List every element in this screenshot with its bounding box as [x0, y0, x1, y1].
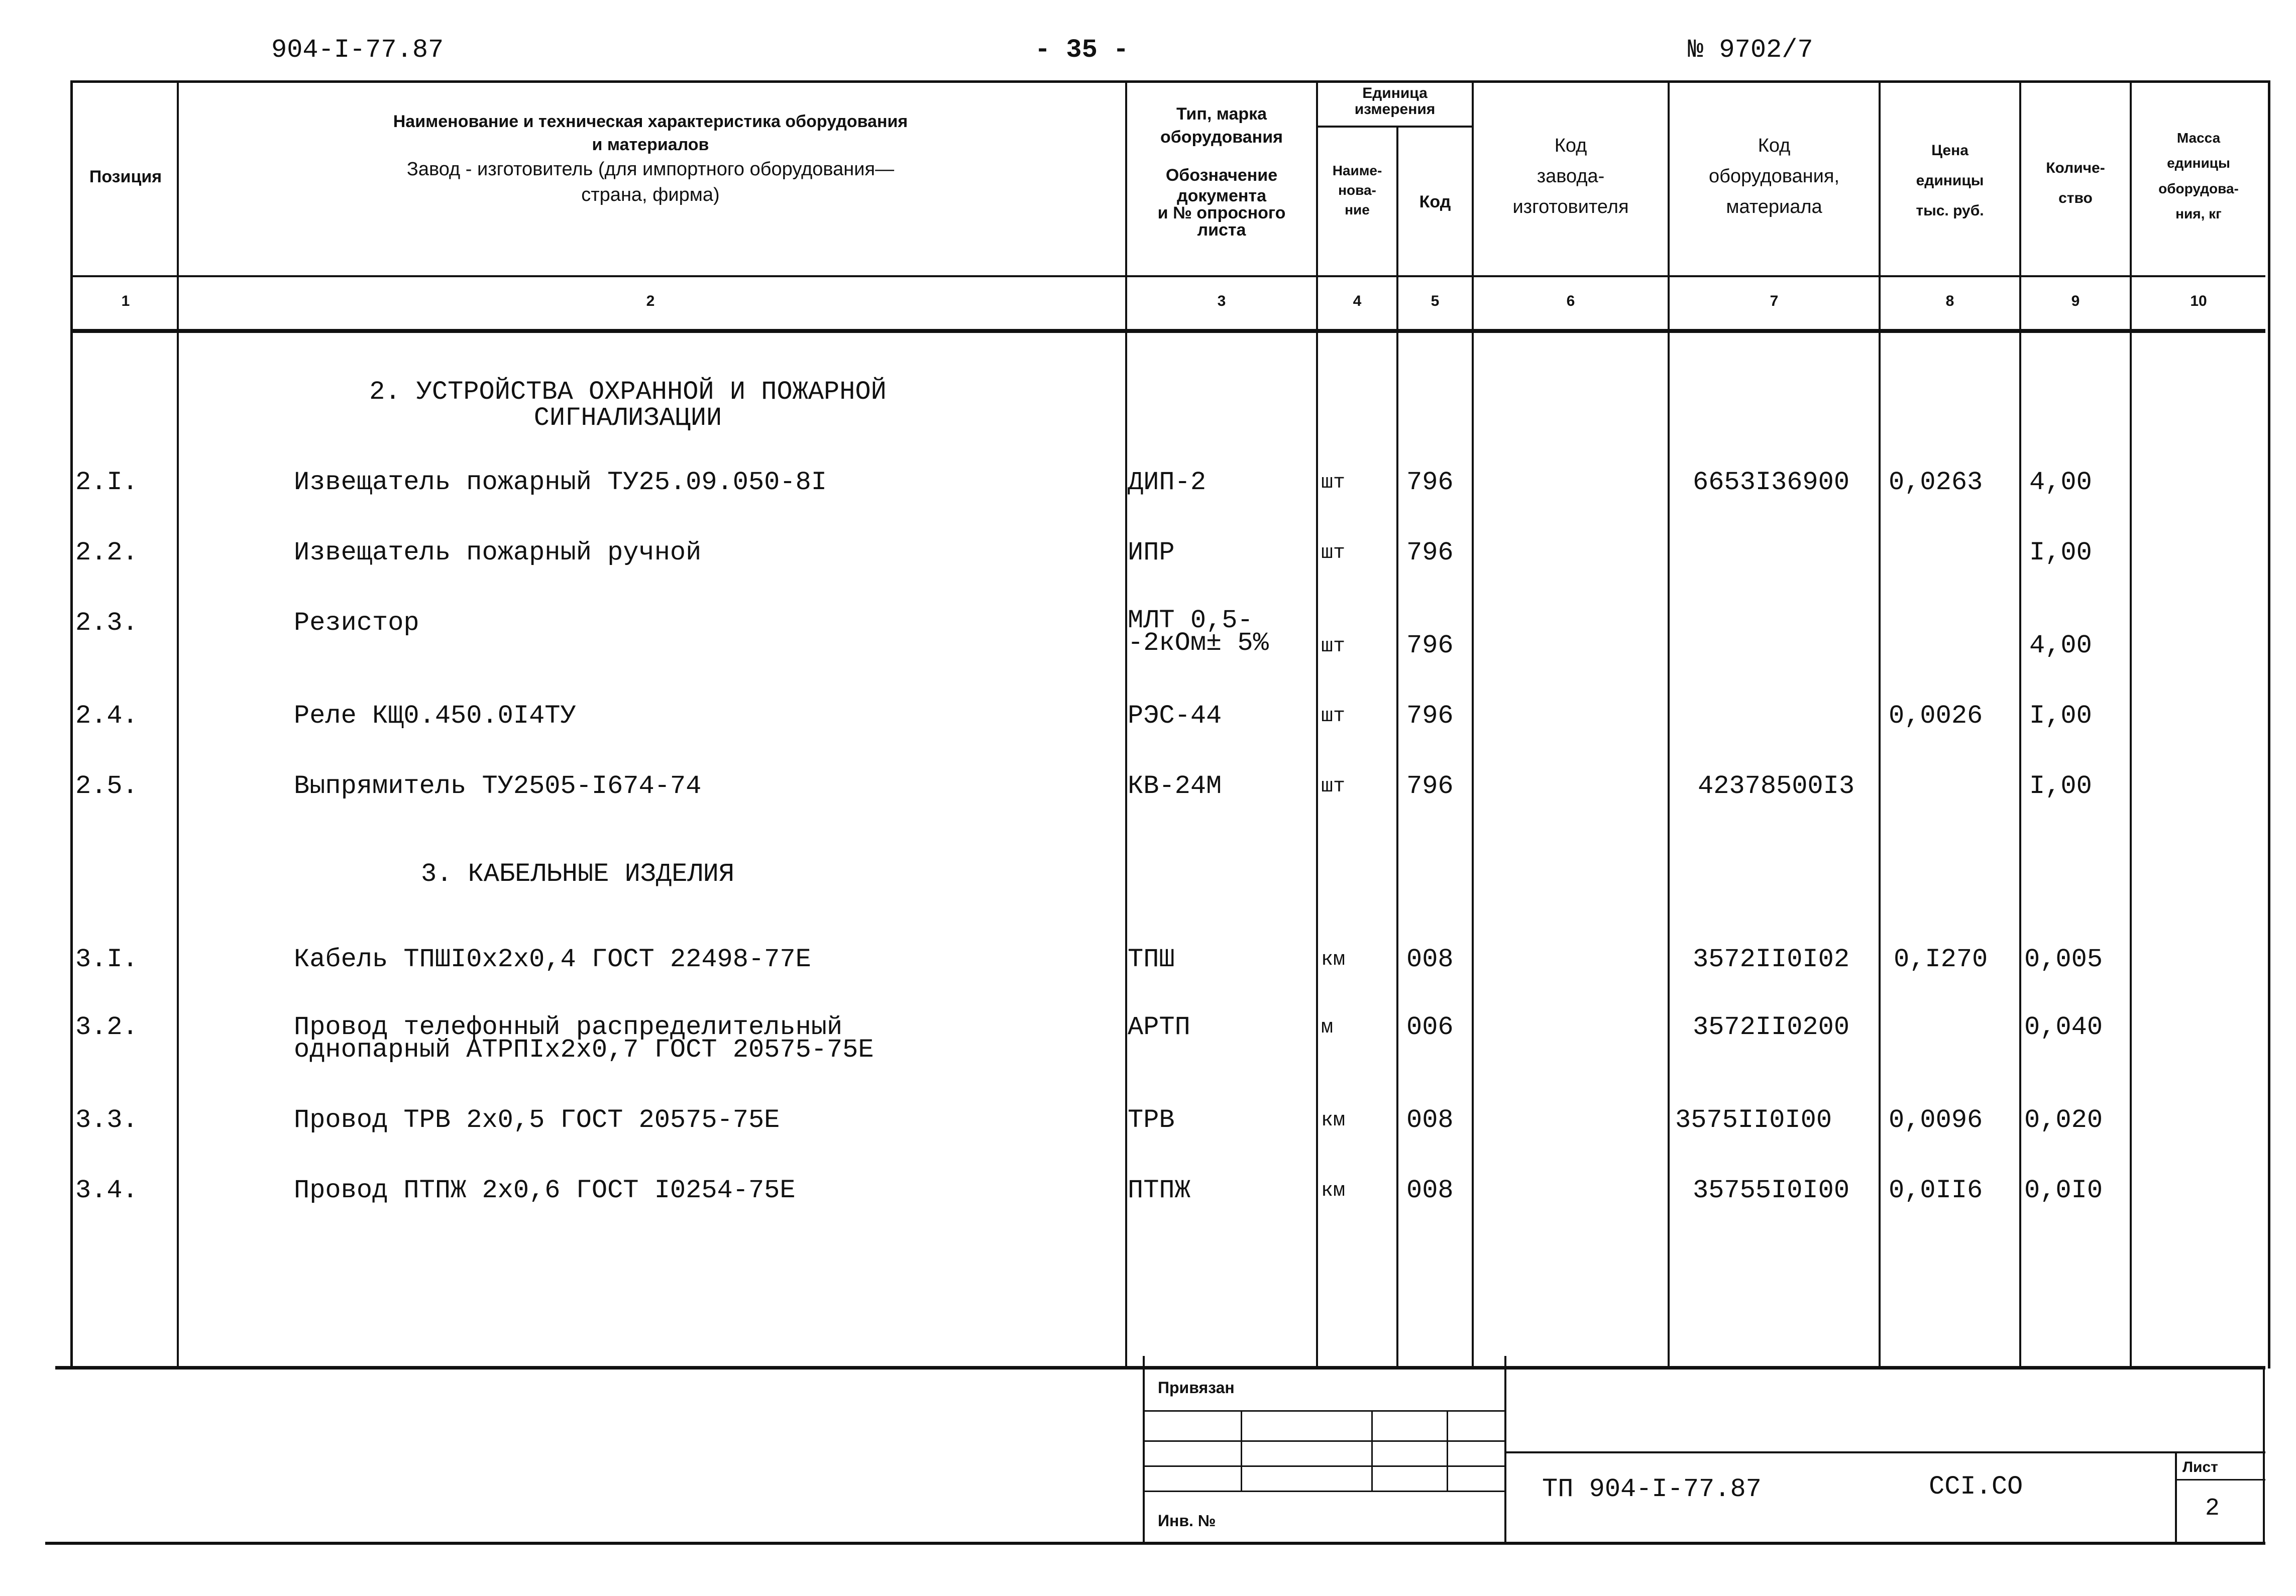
row-equip-code: 35755I0I00	[1693, 1176, 1850, 1205]
col-sep-2	[1125, 80, 1127, 1366]
row-unit-code: 796	[1406, 468, 1454, 497]
row-qty: 0,040	[2024, 1012, 2103, 1042]
stamp-grid-vline	[1371, 1410, 1373, 1491]
row-type: ДИП-2	[1128, 468, 1207, 497]
row-position: 2.2.	[75, 538, 138, 567]
stamp-grid-vline	[1241, 1410, 1242, 1491]
row-name: Резистор	[294, 608, 419, 638]
row-unit: шт	[1321, 472, 1346, 494]
stamp-grid-line	[1143, 1440, 1504, 1442]
row-type: КВ-24М	[1128, 771, 1222, 801]
row-position: 2.3.	[75, 608, 138, 638]
col-1-header: Позиция	[89, 167, 162, 186]
row-qty: 0,020	[2024, 1105, 2103, 1135]
row-unit: м	[1321, 1016, 1334, 1039]
stamp-sep-right	[1504, 1356, 1506, 1542]
row-unit-code: 008	[1406, 945, 1454, 974]
col-num-1: 1	[121, 293, 130, 309]
stamp-sheet-line	[2175, 1479, 2265, 1480]
row-unit: шт	[1321, 635, 1346, 658]
stamp-grid-line	[1143, 1465, 1504, 1467]
row-name: Извещатель пожарный ТУ25.09.050-8I	[294, 468, 827, 497]
stamp-sheet-label: Лист	[2182, 1459, 2218, 1475]
row-equip-code: 3572II0I02	[1693, 945, 1850, 974]
row-name: Провод ПТПЖ 2х0,6 ГОСТ I0254-75Е	[294, 1176, 796, 1205]
stamp-top-line	[55, 1366, 2265, 1370]
row-equip-code: 3575II0I00	[1675, 1105, 1832, 1135]
col-9-header: Количе- ство	[2046, 160, 2105, 206]
col-num-4: 4	[1353, 293, 1362, 309]
col-num-6: 6	[1566, 293, 1575, 309]
col-4-header: Наиме- нова- ние	[1332, 163, 1382, 218]
doc-code: 904-I-77.87	[271, 35, 444, 65]
unit-group-line	[1316, 126, 1472, 128]
col-num-7: 7	[1770, 293, 1779, 309]
row-type: ПТПЖ	[1128, 1176, 1190, 1205]
row-price: 0,I270	[1894, 945, 1988, 974]
row-unit-code: 796	[1406, 631, 1454, 660]
row-equip-code: 42378500I3	[1698, 771, 1855, 801]
row-unit: км	[1321, 949, 1346, 971]
row-type-cont: -2кОм± 5%	[1128, 628, 1269, 658]
col-sep-8	[2019, 80, 2021, 1366]
col-sep-1	[177, 80, 179, 1366]
section-title: 2. УСТРОЙСТВА ОХРАННОЙ И ПОЖАРНОЙ СИГНАЛИЗАЦИИ	[369, 377, 887, 433]
row-qty: I,00	[2029, 701, 2092, 731]
row-qty: I,00	[2029, 771, 2092, 801]
row-unit: км	[1321, 1180, 1346, 1202]
row-unit: шт	[1321, 705, 1346, 728]
row-equip-code: 3572II0200	[1693, 1012, 1850, 1042]
row-unit-code: 796	[1406, 538, 1454, 567]
col-sep-5	[1472, 80, 1474, 1366]
row-qty: 0,005	[2024, 945, 2103, 974]
col-7-header: Код оборудования, материала	[1708, 135, 1840, 217]
stamp-sheet-number: 2	[2205, 1495, 2220, 1522]
row-position: 3.4.	[75, 1176, 138, 1205]
row-qty: I,00	[2029, 538, 2092, 567]
row-position: 3.3.	[75, 1105, 138, 1135]
col-8-header: Цена единицы тыс. руб.	[1916, 142, 1984, 219]
stamp-grid-line	[1143, 1410, 1504, 1412]
stamp-sheet-code: ССI.СО	[1929, 1472, 2023, 1502]
row-position: 2.I.	[75, 468, 138, 497]
row-name: Реле КЩ0.450.0I4ТУ	[294, 701, 576, 731]
row-type: МЛТ 0,5-	[1128, 606, 1253, 635]
row-price: 0,0096	[1889, 1105, 1983, 1135]
row-type: ТПШ	[1128, 945, 1175, 974]
row-equip-code: 6653I36900	[1693, 468, 1850, 497]
row-unit: км	[1321, 1109, 1346, 1132]
stamp-mid-line	[1504, 1451, 2265, 1453]
col-sep-3	[1316, 80, 1318, 1366]
row-unit-code: 008	[1406, 1176, 1454, 1205]
col-num-line	[70, 329, 2265, 333]
stamp-sheet-sep	[2175, 1451, 2177, 1542]
row-price: 0,0026	[1889, 701, 1983, 731]
stamp-grid-vline	[1447, 1410, 1448, 1491]
stamp-grid-line	[1143, 1491, 1504, 1492]
unit-group-header: Единица измерения	[1354, 85, 1436, 118]
row-type: ИПР	[1128, 538, 1175, 567]
col-num-8: 8	[1945, 293, 1954, 309]
stamp-sep-left	[1143, 1356, 1145, 1542]
header-line	[70, 275, 2265, 277]
row-position: 2.4.	[75, 701, 138, 731]
row-name: Извещатель пожарный ручной	[294, 538, 702, 567]
col-num-2: 2	[646, 293, 655, 309]
row-type: АРТП	[1128, 1012, 1190, 1042]
col-6-header: Код завода- изготовителя	[1512, 135, 1629, 217]
row-qty: 4,00	[2029, 468, 2092, 497]
stamp-right-border	[2263, 1366, 2265, 1545]
col-sep-9	[2130, 80, 2132, 1366]
row-position: 3.2.	[75, 1012, 138, 1042]
row-unit-code: 796	[1406, 771, 1454, 801]
col-10-header: Масса единицы оборудова- ния, кг	[2158, 130, 2239, 222]
row-position: 3.I.	[75, 945, 138, 974]
section-title: 3. КАБЕЛЬНЫЕ ИЗДЕЛИЯ	[420, 859, 735, 889]
row-unit: шт	[1321, 775, 1346, 798]
row-name: Провод телефонный распределительный	[294, 1012, 843, 1042]
row-qty: 4,00	[2029, 631, 2092, 660]
row-price: 0,0II6	[1889, 1176, 1983, 1205]
stamp-inv-label: Инв. №	[1158, 1512, 1216, 1530]
col-sep-7	[1879, 80, 1881, 1366]
row-price: 0,0263	[1889, 468, 1983, 497]
page-number: - 35 -	[1035, 35, 1129, 65]
row-name: Провод ТРВ 2х0,5 ГОСТ 20575-75Е	[294, 1105, 780, 1135]
row-unit: шт	[1321, 542, 1346, 564]
col-num-3: 3	[1217, 293, 1226, 309]
row-unit-code: 006	[1406, 1012, 1454, 1042]
row-qty: 0,0I0	[2024, 1176, 2103, 1205]
stamp-project: ТП 904-I-77.87	[1542, 1474, 1762, 1504]
row-name: Кабель ТПШI0х2х0,4 ГОСТ 22498-77Е	[294, 945, 811, 974]
col-num-9: 9	[2071, 293, 2080, 309]
stamp-linked-label: Привязан	[1158, 1379, 1235, 1397]
row-type: ТРВ	[1128, 1105, 1175, 1135]
row-name-cont: однопарный АТРПIх2х0,7 ГОСТ 20575-75Е	[294, 1035, 874, 1065]
col-5-header: Код	[1419, 192, 1451, 211]
row-name: Выпрямитель ТУ2505-I674-74	[294, 771, 702, 801]
col-3-header: Тип, марка оборудования Обозначение документа и № опросного листа	[1157, 104, 1286, 240]
stamp-bottom-line	[45, 1542, 2265, 1545]
col-sep-4	[1396, 126, 1398, 1366]
col-num-10: 10	[2190, 293, 2207, 309]
row-position: 2.5.	[75, 771, 138, 801]
doc-number: № 9702/7	[1688, 35, 1813, 65]
col-sep-6	[1668, 80, 1670, 1366]
row-unit-code: 796	[1406, 701, 1454, 731]
row-type: РЭС-44	[1128, 701, 1222, 731]
col-2-header: Наименование и техническая характеристика оборудования и материалов Завод - изготовитель (для импортного оборудования— страна, фирма)	[393, 112, 908, 206]
col-num-5: 5	[1431, 293, 1440, 309]
row-unit-code: 008	[1406, 1105, 1454, 1135]
